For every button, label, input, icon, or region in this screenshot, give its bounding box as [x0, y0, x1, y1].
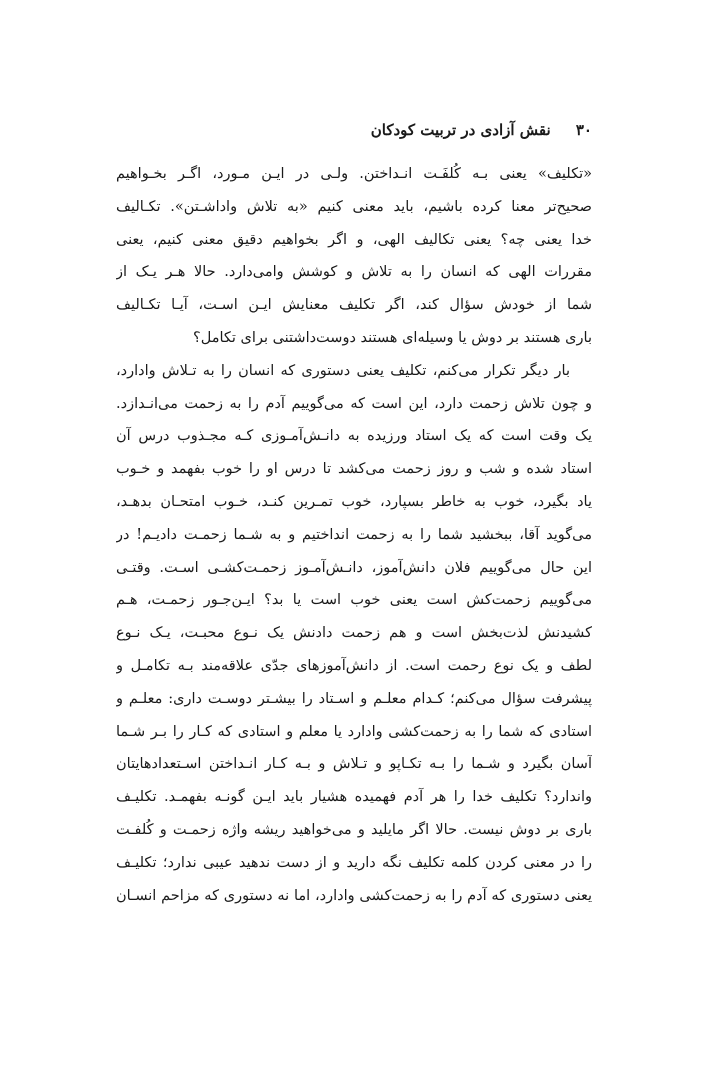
text-line: لطف و یک نوع رحمت است. از دانش‌آموزهای جدّی علاقه‌مند بـه تکامـل و [116, 657, 592, 674]
text-line: خدا یعنی چه؟ یعنی تکالیف الهی، و اگر بخواهیم دقیق معنی کنیم، یعنی [116, 231, 592, 248]
body-text [116, 158, 592, 912]
text-line: یعنی دستوری که آدم را به زحمت‌کشی وادارد، اما نه دستوری که مزاحم انسـان [116, 887, 592, 904]
text-line: را در معنی کردن کلمه تکلیف نگه دارید و از دست ندهید عیبی ندارد؛ تکلیـف [116, 854, 592, 871]
book-title: نقش آزادی در تربیت کودکان [370, 121, 551, 139]
text-line: استاد شده و شب و روز زحمت می‌کشد تا درس او را خوب بفهمد و خـوب [116, 461, 592, 478]
text-line: باری بر دوش نیست. حالا اگر مایلید و می‌خواهید ریشه واژه زحمـت و کُلفـت [116, 821, 592, 838]
text-line: بار دیگر تکرار می‌کنم، تکلیف یعنی دستوری که انسان را به تـلاش وادارد، [116, 362, 570, 379]
page-number: ۳۰ [575, 121, 592, 139]
text-line: باری هستند بر دوش یا وسیله‌ای هستند دوست‌داشتنی برای تکامل؟ [193, 329, 592, 346]
text-line: استادی که شما را به زحمت‌کشی وادارد یا معلم و استادی که کـار را بـر شـما [116, 723, 592, 740]
text-line: می‌گوییم زحمت‌کش است یعنی خوب است یا بد؟ ایـن‌جـور زحمـت، هـم [116, 592, 592, 609]
text-line: شما از خودش سؤال کند، اگر تکلیف معنایش ایـن اسـت، آیـا تکـالیف [116, 297, 592, 314]
text-line: صحیح‌تر معنا کرده باشیم، باید معنی کنیم «به تلاش واداشـتن». تکـالیف [116, 198, 592, 215]
running-head [116, 118, 592, 142]
text-line: می‌گوید آقا، ببخشید شما را به زحمت انداختیم و به شـما زحمـت دادیـم! در [116, 526, 592, 543]
text-line: آسان بگیرد و شـما را بـه تکـاپو و تـلاش و بـه کـار انـداختن اسـتعدادهایتان [116, 756, 592, 773]
text-line: «تکلیف» یعنی بـه کُلفَـت انـداختن. ولـی در ایـن مـورد، اگـر بخـواهیم [116, 166, 592, 182]
text-line: پیشرفت سؤال می‌کنم؛ کـدام معلـم و اسـتاد را بیشـتر دوسـت داری: معلـم و [116, 690, 592, 707]
text-line: مقررات الهی که انسان را به تلاش و کوشش وامی‌دارد. حالا هـر یـک از [116, 264, 592, 281]
text-line: این حال می‌گوییم فلان دانش‌آموز، دانـش‌آمـوز زحمـت‌کشـی اسـت. وقتـی [116, 559, 592, 576]
text-line: واندارد؟ تکلیف خدا را هر آدم فهمیده هشیار باید ایـن گونـه بفهمـد. تکلیـف [116, 789, 592, 806]
text-line: یک وقت است که یک استاد ورزیده به دانـش‌آمـوزی کـه مجـذوب درس آن [116, 428, 592, 445]
text-line: یاد بگیرد، خوب به خاطر بسپارد، خوب تمـرین کنـد، خـوب امتحـان بدهـد، [116, 493, 592, 510]
text-line: و چون تلاش زحمت دارد، این است که می‌گوییم آدم را به زحمت می‌انـدازد. [116, 395, 592, 412]
text-line: کشیدنش لذت‌بخش است و هم زحمت دادنش یک نـوع محبـت، یـک نـوع [116, 625, 592, 642]
